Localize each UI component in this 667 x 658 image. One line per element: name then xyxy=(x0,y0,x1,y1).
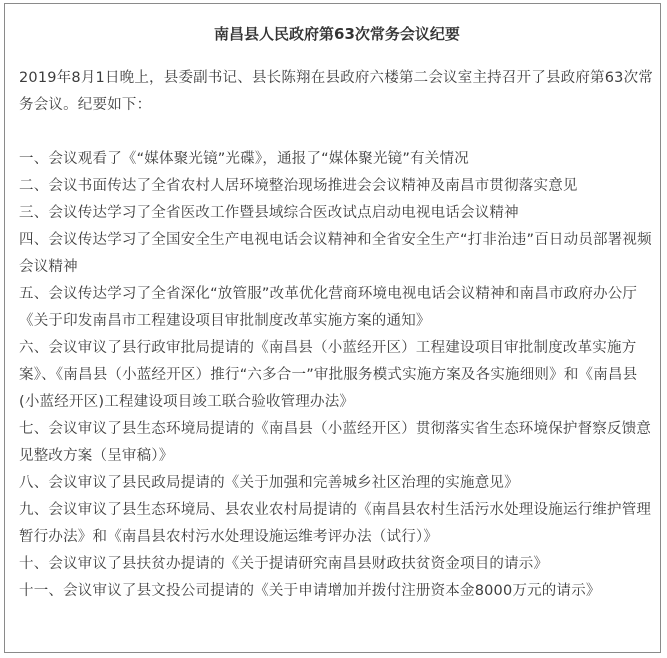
agenda-item-9: 九、会议审议了县生态环境局、县农业农村局提请的《南昌县农村生活污水处理设施运行维护管理暂行办法》和《南昌县农村污水处理设施运维考评办法（试行）》 xyxy=(19,502,652,545)
document-frame xyxy=(4,3,661,653)
agenda-item-7: 七、会议审议了县生态环境局提请的《南昌县（小蓝经开区）贯彻落实省生态环境保护督察反馈意见整改方案（呈审稿）》 xyxy=(19,421,652,464)
agenda-item-6: 六、会议审议了县行政审批局提请的《南昌县（小蓝经开区）工程建设项目审批制度改革实施方案》、《南昌县（小蓝经开区）推行“六多合一”审批服务模式实施方案及各实施细则》和《南昌县(小蓝经开区)工程建设项目竣工联合验收管理办法》 xyxy=(19,340,638,410)
agenda-item-10: 十、会议审议了县扶贫办提请的《关于提请研究南昌县财政扶贫资金项目的请示》 xyxy=(19,556,549,572)
paragraph-spacer xyxy=(19,119,655,146)
document-title: 南昌县人民政府第63次常务会议纪要 xyxy=(214,25,460,43)
agenda-item-8: 八、会议审议了县民政局提请的《关于加强和完善城乡社区治理的实施意见》 xyxy=(19,475,519,491)
agenda-item-5: 五、会议传达学习了全省深化“放管服”改革优化营商环境电视电话会议精神和南昌市政府办公厅《关于印发南昌市工程建设项目审批制度改革实施方案的通知》 xyxy=(19,286,638,329)
agenda-item-11: 十一、会议审议了县文投公司提请的《关于申请增加并拨付注册资本金8000万元的请示》 xyxy=(19,583,601,599)
agenda-item-3: 三、会议传达学习了全省医改工作暨县域综合医改试点启动电视电话会议精神 xyxy=(19,205,519,221)
document-body xyxy=(19,20,655,605)
agenda-item-4: 四、会议传达学习了全国安全生产电视电话会议精神和全省安全生产“打非治违”百日动员部署视频会议精神 xyxy=(19,232,652,275)
intro-paragraph: 2019年8月1日晚上，县委副书记、县长陈翔在县政府六楼第二会议室主持召开了县政府第63次常务会议。纪要如下： xyxy=(19,70,653,113)
agenda-item-1: 一、会议观看了《“媒体聚光镜”光碟》，通报了“媒体聚光镜”有关情况 xyxy=(19,151,469,167)
agenda-item-2: 二、会议书面传达了全省农村人居环境整治现场推进会会议精神及南昌市贯彻落实意见 xyxy=(19,178,578,194)
